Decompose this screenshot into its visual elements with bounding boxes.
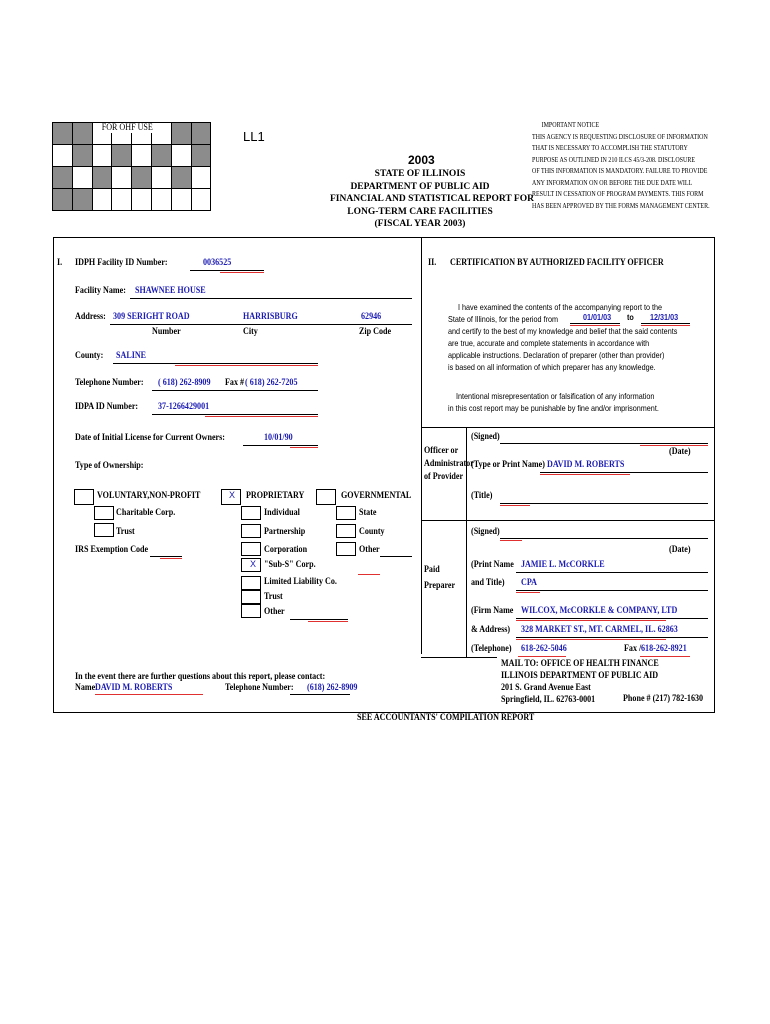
title-line-2: DEPARTMENT OF PUBLIC AID [350,181,490,192]
zip-value[interactable]: 62946 [361,312,382,322]
contact-phone-label: Telephone Number: [225,683,294,693]
number-caption: Number [152,327,181,337]
mail-line-3: 201 S. Grand Avenue East [501,683,591,693]
notice-line: ANY INFORMATION ON OR BEFORE THE DUE DATE WILL [532,177,693,187]
street-value[interactable]: 309 SERIGHT ROAD [113,312,190,322]
subs-corp-label: "Sub-S" Corp. [264,560,316,570]
notice-line: HAS BEEN APPROVED BY THE FORMS MANAGEMENT CENTER. [532,200,710,210]
preparer-label-line: Paid [424,565,440,575]
mail-line-4: Springfield, IL. 62763-0001 [501,695,596,705]
county-value[interactable]: SALINE [116,351,147,361]
preparer-phone-label: (Telephone) [471,644,512,654]
report-title [330,168,534,231]
notice-line: RESULT IN CESSATION OF PROGRAM PAYMENTS. THIS FORM [532,189,704,198]
license-date-value[interactable]: 10/01/90 [264,433,293,443]
license-date-label: Date of Initial License for Current Owners: [75,433,225,443]
contact-phone-value[interactable]: (618) 262-8909 [307,683,358,693]
facility-name-label: Facility Name: [75,286,126,296]
other-label: Other [264,607,285,617]
preparer-label [424,562,455,594]
notice-line: PURPOSE AS OUTLINED IN 210 ILCS 45/3-208. DISCLOSURE [532,154,696,164]
officer-name-value[interactable]: DAVID M. ROBERTS [547,460,625,470]
officer-label-line: Administrator [424,459,474,469]
facility-name-value[interactable]: SHAWNEE HOUSE [135,286,206,296]
individual-checkbox[interactable] [241,506,261,520]
preparer-label-line: Preparer [424,581,456,591]
ohf-use-grid [52,122,211,211]
cert-line-6: is based on all information of which preparer has any knowledge. [448,362,656,372]
idph-label: IDPH Facility ID Number: [75,258,168,268]
firm-name-label: (Firm Name [471,606,514,616]
officer-date-label: (Date) [669,447,691,457]
notice-line: THAT IS NECESSARY TO ACCOMPLISH THE STATUTORY [532,143,688,152]
section-i-roman: I. [57,258,63,268]
county-label: County: [75,351,104,361]
contact-name-value[interactable]: DAVID M. ROBERTS [95,683,173,693]
ohf-use-label: FOR OHF USE [101,123,153,133]
officer-label-line: of Provider [424,472,464,482]
address-label: Address: [75,312,106,322]
subs-corp-mark: X [250,559,257,569]
firm-address-label: & Address) [471,625,511,635]
voluntary-checkbox[interactable] [74,489,94,505]
governmental-checkbox[interactable] [316,489,336,505]
title-line-5: (FISCAL YEAR 2003) [374,219,466,229]
notice-line: THIS AGENCY IS REQUESTING DISCLOSURE OF INFORMATION [532,131,708,141]
llc-label: Limited Liability Co. [264,577,337,587]
mail-phone: Phone # (217) 782-1630 [623,694,704,704]
certification-title: CERTIFICATION BY AUTHORIZED FACILITY OFFICER [450,258,664,268]
important-notice [532,119,710,211]
partnership-checkbox[interactable] [241,524,261,538]
section-ii-roman: II. [428,258,437,268]
preparer-signed-label: (Signed) [471,527,500,537]
idph-value[interactable]: 0036525 [203,258,232,268]
preparer-phone-value[interactable]: 618-262-5046 [521,644,567,654]
title-line-4: LONG-TERM CARE FACILITIES [347,206,493,217]
report-year: 2003 [408,153,435,167]
idpa-label: IDPA ID Number: [75,402,139,412]
irs-code-label: IRS Exemption Code [75,545,149,555]
partnership-label: Partnership [264,527,306,537]
charitable-checkbox[interactable] [94,506,114,520]
title-line-3: FINANCIAL AND STATISTICAL REPORT FOR [330,194,534,204]
print-name-label: (Print Name [471,560,514,570]
mail-line-1: MAIL TO: OFFICE OF HEALTH FINANCE [501,659,659,669]
form-code: LL1 [243,129,265,144]
preparer-date-label: (Date) [669,545,691,555]
idpa-value[interactable]: 37-1266429001 [158,402,210,412]
city-value[interactable]: HARRISBURG [243,312,298,322]
mail-line-2: ILLINOIS DEPARTMENT OF PUBLIC AID [501,671,659,681]
county-checkbox[interactable] [336,524,356,538]
ownership-type-label: Type of Ownership: [75,461,144,471]
trust-label: Trust [116,527,135,537]
section-divider [421,237,422,654]
trust-checkbox[interactable] [94,523,114,537]
and-title-label: and Title) [471,578,505,588]
notice-title: IMPORTANT NOTICE [541,120,600,129]
zip-caption: Zip Code [359,327,392,337]
officer-label-line: Officer or [424,446,459,456]
preparer-title-value[interactable]: CPA [521,578,538,588]
officer-signed-label: (Signed) [471,432,500,442]
trust2-label: Trust [264,592,283,602]
llc-checkbox[interactable] [241,576,261,590]
title-line-1: STATE OF ILLINOIS [374,169,466,179]
governmental-label: GOVERNMENTAL [341,491,412,501]
preparer-fax-label: Fax / [624,644,642,654]
cert-line-2: State of Illinois, for the period from [448,314,559,324]
officer-title-label: (Title) [471,491,493,501]
officer-name-label: (Type or Print Name) [471,460,545,470]
period-from[interactable]: 01/01/03 [583,312,612,322]
firm-name-value[interactable]: WILCOX, McCORKLE & COMPANY, LTD [521,606,678,616]
preparer-fax-value[interactable]: 618-262-8921 [641,644,687,654]
other-gov-label: Other [359,545,380,555]
corporation-checkbox[interactable] [241,542,261,556]
officer-label [424,445,474,484]
trust2-checkbox[interactable] [241,590,261,604]
firm-address-value[interactable]: 328 MARKET ST., MT. CARMEL, IL. 62863 [521,625,678,635]
corporation-label: Corporation [264,545,308,555]
cert-line-3: and certify to the best of my knowledge and belief that the said contents [448,326,678,336]
county-gov-label: County [359,527,385,537]
contact-name-label: Name: [75,683,98,693]
cert-line-5: applicable instructions. Declaration of preparer (other than provider) [448,350,665,360]
city-caption: City [243,327,258,337]
state-checkbox[interactable] [336,506,356,520]
contact-note: In the event there are further questions about this report, please contact: [75,672,326,682]
other-gov-checkbox[interactable] [336,542,356,556]
fax-label: Fax # [225,378,245,388]
preparer-name-value[interactable]: JAMIE L. McCORKLE [521,560,605,570]
telephone-label: Telephone Number: [75,378,144,388]
period-to-label: to [627,312,634,322]
compilation-report-note: SEE ACCOUNTANTS' COMPILATION REPORT [357,713,535,723]
fax-value[interactable]: ( 618) 262-7205 [245,378,298,388]
warning-line-2: in this cost report may be punishable by fine and/or imprisonment. [448,403,659,413]
other-checkbox[interactable] [241,604,261,618]
charitable-label: Charitable Corp. [116,508,176,518]
warning-line-1: Intentional misrepresentation or falsification of any information [456,391,655,401]
proprietary-label: PROPRIETARY [246,491,305,501]
cert-line-1: I have examined the contents of the accompanying report to the [458,302,663,312]
notice-line: OF THIS INFORMATION IS MANDATORY. FAILURE TO PROVIDE [532,166,708,175]
telephone-value[interactable]: ( 618) 262-8909 [158,378,211,388]
state-label: State [359,508,377,518]
proprietary-mark: X [229,490,236,500]
period-to[interactable]: 12/31/03 [650,312,679,322]
voluntary-label: VOLUNTARY,NON-PROFIT [97,491,201,501]
individual-label: Individual [264,508,300,518]
cert-line-4: are true, accurate and complete statements in accordance with [448,338,650,348]
